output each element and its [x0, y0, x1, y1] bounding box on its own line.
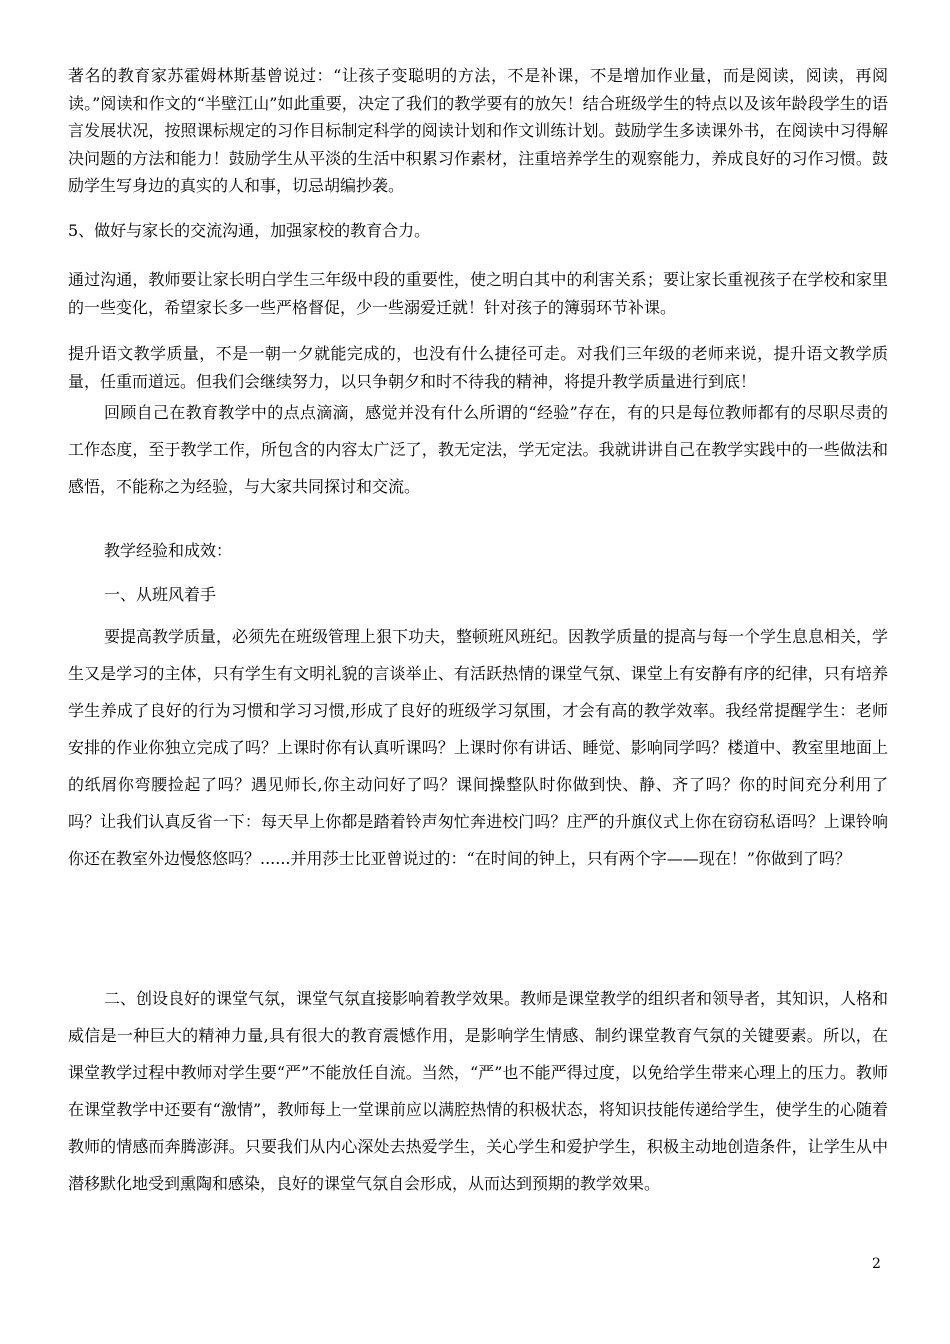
- heading-class-style: 一、从班风着手: [104, 585, 217, 604]
- paragraph-reading-importance: 著名的教育家苏霍姆林斯基曾说过：“让孩子变聪明的方法，不是补课，不是增加作业量，而是阅读，阅读，再阅读。”阅读和作文的“半壁江山”如此重要，决定了我们的教学要有的放矢！结合班级学生的特点以及该年龄段学生的语言发展状况，按照课标规定的习作目标制定科学的阅读计划和作文训练计划。鼓励学生多读课外书，在阅读中习得解决问题的方法和能力！鼓励学生从平淡的生活中积累习作素材，注重培养学生的观察能力，养成良好的习作习惯。鼓励学生写身边的真实的人和事，切忌胡编抄袭。: [68, 66, 888, 195]
- paragraph-teaching-quality: 提升语文教学质量，不是一朝一夕就能完成的，也没有什么捷径可走。对我们三年级的老师来说，提升语文教学质量，任重而道远。但我们会继续努力，以只争朝夕和时不待我的精神，将提升教学质量进行到底！: [68, 344, 888, 391]
- paragraph-reflection: 回顾自己在教育教学中的点点滴滴，感觉并没有什么所谓的“经验”存在，有的只是每位教师都有的尽职尽责的工作态度，至于教学工作，所包含的内容太广泛了，教无定法，学无定法。我就讲讲自己在教学实践中的一些做法和感悟，不能称之为经验，与大家共同探讨和交流。: [68, 403, 888, 496]
- paragraph-classroom-atmosphere: 二、创设良好的课堂气氛，课堂气氛直接影响着教学效果。教师是课堂教学的组织者和领导者，其知识，人格和威信是一种巨大的精神力量,具有很大的教育震憾作用，是影响学生情感、制约课堂教育气氛的关键要素。所以，在课堂教学过程中教师对学生要“严”不能放任自流。当然，“严”也不能严得过度，以免给学生带来心理上的压力。教师在课堂教学中还要有“激情”，教师每上一堂课前应以满腔热情的积极状态，将知识技能传递给学生，使学生的心随着教师的情感而奔腾澎湃。只要我们从内心深处去热爱学生，关心学生和爱护学生，积极主动地创造条件，让学生从中潜移默化地受到熏陶和感染，良好的课堂气氛自会形成，从而达到预期的教学效果。: [68, 989, 889, 1193]
- section-heading-parent-communication: 5、做好与家长的交流沟通，加强家校的教育合力。: [68, 221, 431, 240]
- paragraph-class-management: 要提高教学质量，必须先在班级管理上狠下功夫，整顿班风班纪。因教学质量的提高与每一个学生息息相关，学生又是学习的主体，只有学生有文明礼貌的言谈举止、有活跃热情的课堂气氛、课堂上有安静有序的纪律，只有培养学生养成了良好的行为习惯和学习习惯,形成了良好的班级学习氛围，才会有高的教学效率。我经常提醒学生：老师安排的作业你独立完成了吗？上课时你有认真听课吗？上课时你有讲话、睡觉、影响同学吗？楼道中、教室里地面上的纸屑你弯腰捡起了吗？遇见师长,你主动问好了吗？课间操整队时你做到快、静、齐了吗？你的时间充分利用了吗？让我们认真反省一下：每天早上你都是踏着铃声匆忙奔进校门吗？庄严的升旗仪式上你在窃窃私语吗？上课铃响你还在教室外边慢悠悠吗？......并用莎士比亚曾说过的：“在时间的钟上，只有两个字——现在！”你做到了吗？: [68, 627, 889, 868]
- heading-experience-results: 教学经验和成效：: [104, 541, 233, 560]
- paragraph-parent-communication: 通过沟通，教师要让家长明白学生三年级中段的重要性，使之明白其中的利害关系；要让家长重视孩子在学校和家里的一些变化，希望家长多一些严格督促，少一些溺爱迁就！针对孩子的簿弱环节补课。: [68, 270, 888, 317]
- page-number: 2: [872, 1256, 881, 1272]
